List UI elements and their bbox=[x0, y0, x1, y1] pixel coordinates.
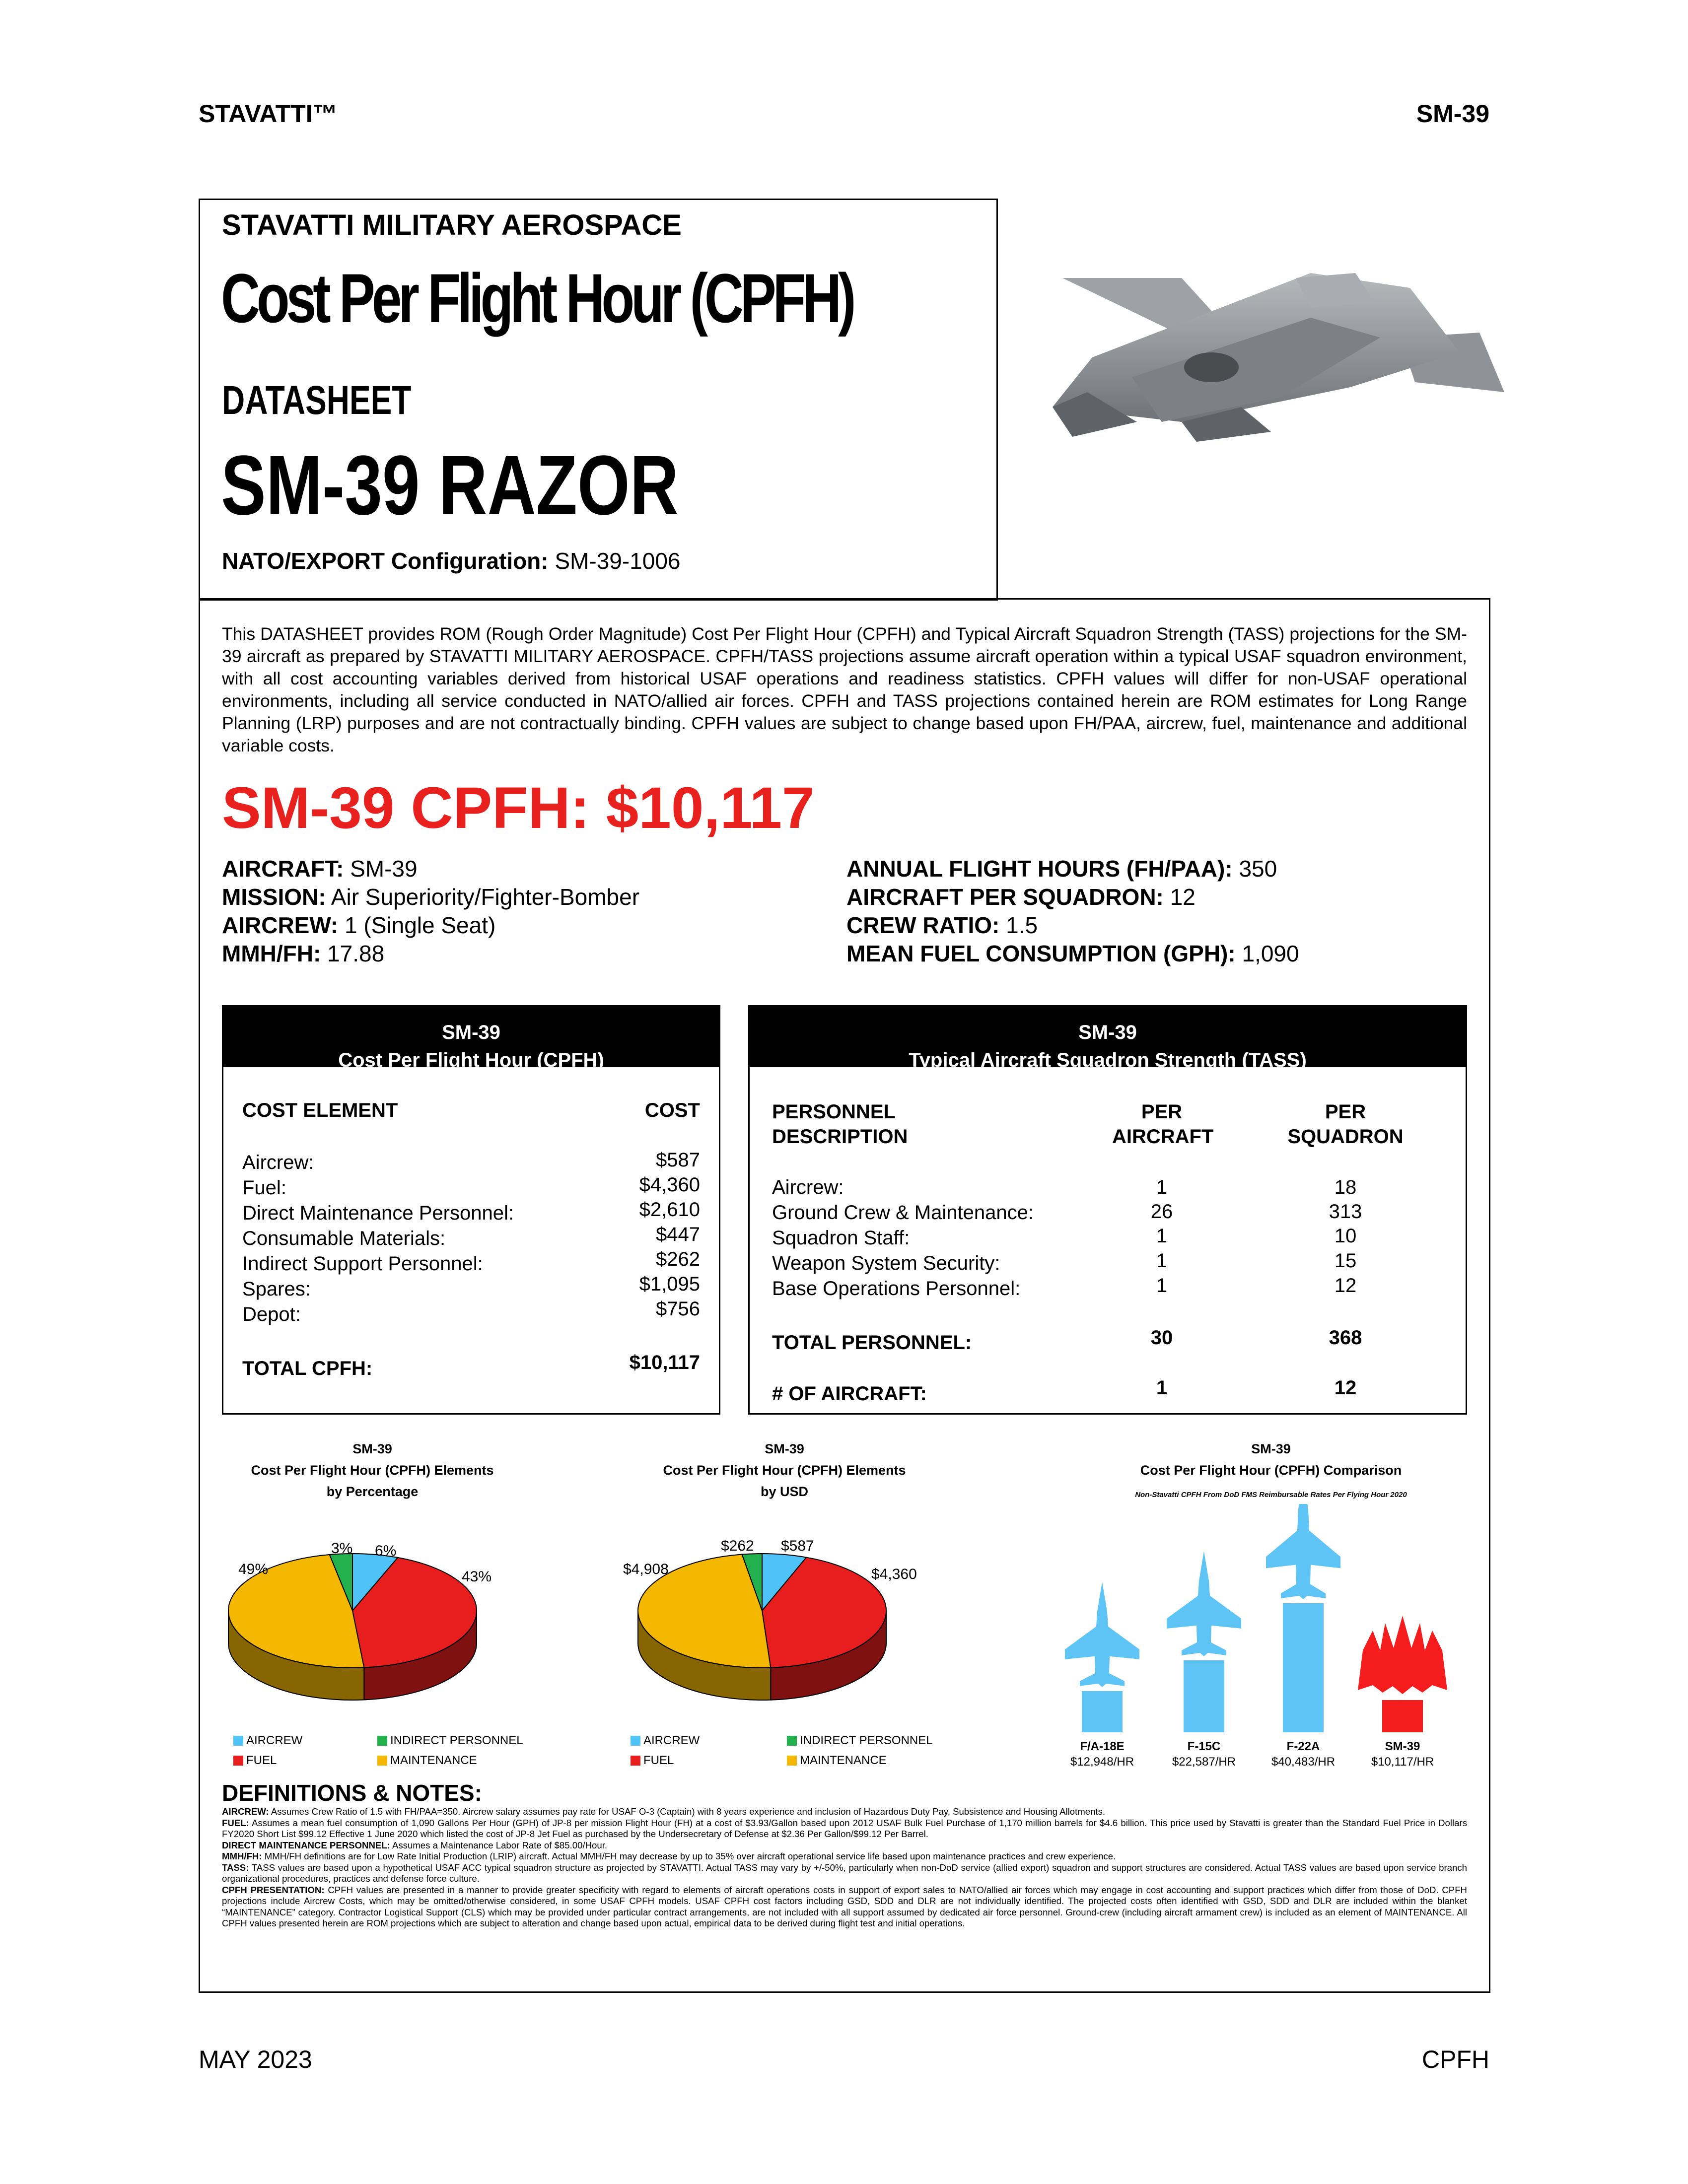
pie2-legend-item: INDIRECT PERSONNEL bbox=[787, 1734, 933, 1748]
tass-table-subtitle: Typical Aircraft Squadron Strength (TASS) bbox=[909, 1049, 1307, 1071]
spec-fuel-consumption: MEAN FUEL CONSUMPTION (GPH): 1,090 bbox=[846, 941, 1299, 966]
pie1-legend-item: MAINTENANCE bbox=[377, 1754, 477, 1768]
pie1-label: 6% bbox=[375, 1543, 397, 1559]
definitions-section bbox=[222, 1779, 1467, 1929]
aircraft-count-per-squadron: 12 bbox=[1334, 1377, 1357, 1399]
tass-row-per-aircraft: 1 bbox=[1156, 1275, 1168, 1297]
tass-total-aircraft: 30 bbox=[1150, 1327, 1173, 1349]
tass-table-header bbox=[750, 1007, 1466, 1071]
tass-total-label: TOTAL PERSONNEL: bbox=[772, 1332, 972, 1354]
tass-table-title: SM-39 bbox=[1078, 1022, 1137, 1043]
comparison-note: Non-Stavatti CPFH From DoD FMS Reimbursable Rates Per Flying Hour 2020 bbox=[1135, 1491, 1407, 1499]
col-cost: COST bbox=[644, 1099, 700, 1121]
pie1-title: SM-39 Cost Per Flight Hour (CPFH) Elements by Percentage bbox=[251, 1441, 494, 1499]
pie1-legend-item: FUEL bbox=[233, 1754, 277, 1768]
legend-swatch bbox=[631, 1756, 640, 1766]
tass-row-per-aircraft: 1 bbox=[1156, 1176, 1168, 1198]
footer-section: CPFH bbox=[1421, 2046, 1489, 2073]
pie1-label: 3% bbox=[331, 1540, 353, 1557]
cost-row-value: $587 bbox=[656, 1149, 700, 1171]
col-cost-element: COST ELEMENT bbox=[242, 1099, 398, 1121]
tass-row-label: Aircrew: bbox=[772, 1176, 844, 1198]
legend-swatch bbox=[787, 1756, 797, 1766]
jet-silhouette-icon bbox=[1065, 1582, 1139, 1687]
cost-row-label: Spares: bbox=[242, 1278, 311, 1300]
comparison-value-label: $10,117/HR bbox=[1371, 1755, 1434, 1769]
pie2-label: $4,360 bbox=[871, 1566, 917, 1582]
cpfh-table bbox=[222, 1005, 720, 1415]
cost-row-label: Direct Maintenance Personnel: bbox=[242, 1202, 514, 1224]
footer-date: MAY 2023 bbox=[199, 2046, 312, 2073]
comparison-category-label: SM-39 bbox=[1385, 1740, 1420, 1753]
tass-row-label: Weapon System Security: bbox=[772, 1252, 1000, 1274]
pie1-legend-item: INDIRECT PERSONNEL bbox=[377, 1734, 523, 1748]
pie1-label: 49% bbox=[238, 1561, 269, 1577]
cpfh-table-header bbox=[223, 1007, 719, 1071]
comparison-value-label: $40,483/HR bbox=[1271, 1755, 1336, 1769]
jet-silhouette-icon bbox=[1167, 1551, 1241, 1656]
cpfh-headline: SM-39 CPFH: $10,117 bbox=[222, 775, 815, 841]
comparison-bar-chart bbox=[1057, 1504, 1489, 1752]
company-name: STAVATTI MILITARY AEROSPACE bbox=[222, 209, 682, 241]
aircraft-render-image bbox=[1033, 258, 1504, 447]
jet-silhouette-icon bbox=[1358, 1616, 1447, 1694]
specs-left bbox=[222, 855, 639, 968]
legend-swatch bbox=[233, 1736, 243, 1746]
comparison-category-label: F/A-18E bbox=[1080, 1740, 1125, 1753]
document-subtitle: DATASHEET bbox=[222, 378, 412, 423]
legend-swatch bbox=[787, 1736, 797, 1746]
pie2-legend-item: FUEL bbox=[631, 1754, 674, 1768]
definition-item: CPFH PRESENTATION: CPFH values are presented in a manner to provide greater specificity with regard to elements of aircraft operations costs in support of export sales to NATO/allied air forces which may engage in cost accounting and support practices which differ from those of DoD. CPFH projections include Aircrew Costs, which may be omitted/otherwise considered, in some USAF CPFH models. USAF CPFH cost factors including GSD, SDD and DLR are not individually identified. The projected costs often identified with GSD, SDD and DLR are included within the blanket “MAINTENANCE” category. Contractor Logistical Support (CLS) which may be provided under particular contract arrangements, are not included with all support assumed by dedicated air force personnel. Ground-crew (including aircraft armament crew) is included as an element of MAINTENANCE. All CPFH values presented herein are ROM projections which are subject to alteration and change based upon actual, empirical data to be derived during flight test and initial operations. bbox=[222, 1884, 1467, 1928]
comparison-value-label: $12,948/HR bbox=[1070, 1755, 1134, 1769]
configuration bbox=[222, 547, 681, 574]
cost-row-label: Consumable Materials: bbox=[242, 1228, 446, 1249]
header-model: SM-39 bbox=[1416, 100, 1489, 128]
aircraft-count-label: # OF AIRCRAFT: bbox=[772, 1383, 927, 1405]
tass-row-per-aircraft: 26 bbox=[1150, 1201, 1173, 1223]
comparison-title: SM-39 Cost Per Flight Hour (CPFH) Comparison bbox=[1140, 1441, 1402, 1478]
cost-row-label: Depot: bbox=[242, 1303, 301, 1325]
definition-item: AIRCREW: Assumes Crew Ratio of 1.5 with FH/PAA=350. Aircrew salary assumes pay rate for USAF O-3 (Captain) with 8 years experience and inclusion of Hazardous Duty Pay, Subsistence and Housing Allotments. bbox=[222, 1806, 1106, 1817]
definitions-body bbox=[222, 1806, 1467, 1929]
cost-row-value: $447 bbox=[656, 1224, 700, 1245]
aircraft-count-per-aircraft: 1 bbox=[1156, 1377, 1168, 1399]
tass-total-squadron: 368 bbox=[1329, 1327, 1362, 1349]
tass-row-per-aircraft: 1 bbox=[1156, 1225, 1168, 1247]
cpfh-total-label: TOTAL CPFH: bbox=[242, 1358, 373, 1379]
spec-mission: MISSION: Air Superiority/Fighter-Bomber bbox=[222, 884, 640, 910]
comparison-bar bbox=[1184, 1660, 1224, 1732]
document-title: Cost Per Flight Hour (CPFH) bbox=[221, 259, 853, 337]
comparison-category-label: F-22A bbox=[1286, 1740, 1320, 1753]
spec-aircraft-per-squadron: AIRCRAFT PER SQUADRON: 12 bbox=[846, 884, 1196, 910]
legend-swatch bbox=[377, 1756, 387, 1766]
col-per-aircraft: PER AIRCRAFT bbox=[1112, 1101, 1214, 1148]
cost-row-label: Indirect Support Personnel: bbox=[242, 1253, 483, 1275]
aircraft-name: SM-39 RAZOR bbox=[221, 438, 679, 533]
cost-row-value: $756 bbox=[656, 1298, 700, 1320]
comparison-category-label: F-15C bbox=[1187, 1740, 1221, 1753]
tass-row-per-squadron: 12 bbox=[1334, 1275, 1357, 1297]
definition-item: DIRECT MAINTENANCE PERSONNEL: Assumes a Maintenance Labor Rate of $85.00/Hour. bbox=[222, 1840, 608, 1850]
pie1-label: 43% bbox=[462, 1569, 492, 1585]
tass-row-per-aircraft: 1 bbox=[1156, 1250, 1168, 1272]
cost-row-label: Fuel: bbox=[242, 1177, 286, 1199]
comparison-bar bbox=[1382, 1700, 1423, 1732]
definition-item: MMH/FH: MMH/FH definitions are for Low Rate Initial Production (LRIP) aircraft. Actual MMH/FH may decrease by up to 35% over aircraft operational service life based upon maintenance practices and crew experience. bbox=[222, 1851, 1116, 1861]
tass-row-per-squadron: 313 bbox=[1329, 1201, 1362, 1223]
comparison-bar bbox=[1283, 1603, 1324, 1732]
pie2-label: $587 bbox=[781, 1538, 814, 1554]
tass-row-label: Ground Crew & Maintenance: bbox=[772, 1202, 1034, 1224]
definition-item: TASS: TASS values are based upon a hypothetical USAF ACC typical squadron structure as projected by STAVATTI. Actual TASS may vary by +/-50%, particularly when non-DoD service (allied export) squadron and support structures are considered. Actual TASS values are based upon service branch organizational procedures, practices and defense force culture. bbox=[222, 1862, 1467, 1884]
col-per-squadron: PER SQUADRON bbox=[1287, 1101, 1404, 1148]
configuration-value: SM-39-1006 bbox=[555, 548, 681, 574]
spec-annual-flight-hours: ANNUAL FLIGHT HOURS (FH/PAA): 350 bbox=[846, 856, 1277, 882]
legend-swatch bbox=[377, 1736, 387, 1746]
tass-row-per-squadron: 10 bbox=[1334, 1225, 1357, 1247]
cpfh-table-subtitle: Cost Per Flight Hour (CPFH) bbox=[338, 1049, 604, 1071]
cost-row-value: $262 bbox=[656, 1248, 700, 1270]
definition-item: FUEL: Assumes a mean fuel consumption of 1,090 Gallons Per Hour (GPH) of JP-8 per mission Flight Hour (FH) at a cost of $3.93/Gallon based upon 2012 USAF Bulk Fuel Purchase of 1,170 million barrels for $4.6 billion. This price used by Stavatti is greater than the Standard Fuel Price in Dollars FY2020 Short List $99.12 Effective 1 June 2020 which listed the cost of JP-8 Jet Fuel as purchased by the Undersecretary of Defense at $2.36 Per Gallon/$99.12 Per Barrel. bbox=[222, 1817, 1467, 1839]
legend-swatch bbox=[233, 1756, 243, 1766]
pie2-legend-item: AIRCREW bbox=[631, 1734, 700, 1748]
comparison-bar bbox=[1082, 1691, 1123, 1732]
spec-crew-ratio: CREW RATIO: 1.5 bbox=[846, 912, 1038, 938]
pie2-label: $262 bbox=[721, 1538, 754, 1554]
spec-mmh-fh: MMH/FH: 17.88 bbox=[222, 941, 385, 966]
definitions-title: DEFINITIONS & NOTES: bbox=[222, 1780, 482, 1806]
jet-silhouette-icon bbox=[1266, 1504, 1340, 1599]
header-brand: STAVATTI™ bbox=[199, 100, 338, 128]
tass-row-label: Base Operations Personnel: bbox=[772, 1278, 1021, 1299]
col-personnel-description: PERSONNEL DESCRIPTION bbox=[772, 1101, 908, 1148]
configuration-label: NATO/EXPORT Configuration: bbox=[222, 548, 549, 574]
cost-row-value: $1,095 bbox=[639, 1273, 700, 1295]
pie1-legend-item: AIRCREW bbox=[233, 1734, 302, 1748]
tass-row-label: Squadron Staff: bbox=[772, 1227, 910, 1249]
comparison-value-label: $22,587/HR bbox=[1172, 1755, 1236, 1769]
cost-row-value: $4,360 bbox=[639, 1174, 700, 1196]
cost-row-value: $2,610 bbox=[639, 1199, 700, 1221]
pie2-title: SM-39 Cost Per Flight Hour (CPFH) Elements by USD bbox=[663, 1441, 906, 1499]
specs-right bbox=[846, 855, 1299, 968]
tass-table bbox=[748, 1005, 1467, 1415]
spec-aircrew: AIRCREW: 1 (Single Seat) bbox=[222, 912, 496, 938]
pie2-label: $4,908 bbox=[623, 1561, 669, 1577]
pie2-legend-item: MAINTENANCE bbox=[787, 1754, 887, 1768]
cost-row-label: Aircrew: bbox=[242, 1152, 314, 1173]
intro-paragraph: This DATASHEET provides ROM (Rough Order Magnitude) Cost Per Flight Hour (CPFH) and Typical Aircraft Squadron Strength (TASS) projections for the SM-39 aircraft as prepared by STAVATTI MILITARY AEROSPACE. CPFH/TASS projections assume aircraft operation within a typical USAF squadron environment, with all cost accounting variables derived from historical USAF operations and readiness statistics. CPFH values will differ for non-USAF operational environments, including all service conducted in NATO/allied air forces. CPFH and TASS projections contained herein are ROM estimates for Long Range Planning (LRP) purposes and are not contractually binding. CPFH values are subject to change based upon FH/PAA, aircrew, fuel, maintenance and additional variable costs. bbox=[222, 624, 1467, 755]
tass-row-per-squadron: 18 bbox=[1334, 1176, 1357, 1198]
spec-aircraft: AIRCRAFT: SM-39 bbox=[222, 856, 418, 882]
cpfh-table-title: SM-39 bbox=[442, 1022, 500, 1043]
legend-swatch bbox=[631, 1736, 640, 1746]
cpfh-total-value: $10,117 bbox=[629, 1352, 700, 1373]
tass-row-per-squadron: 15 bbox=[1334, 1250, 1357, 1272]
